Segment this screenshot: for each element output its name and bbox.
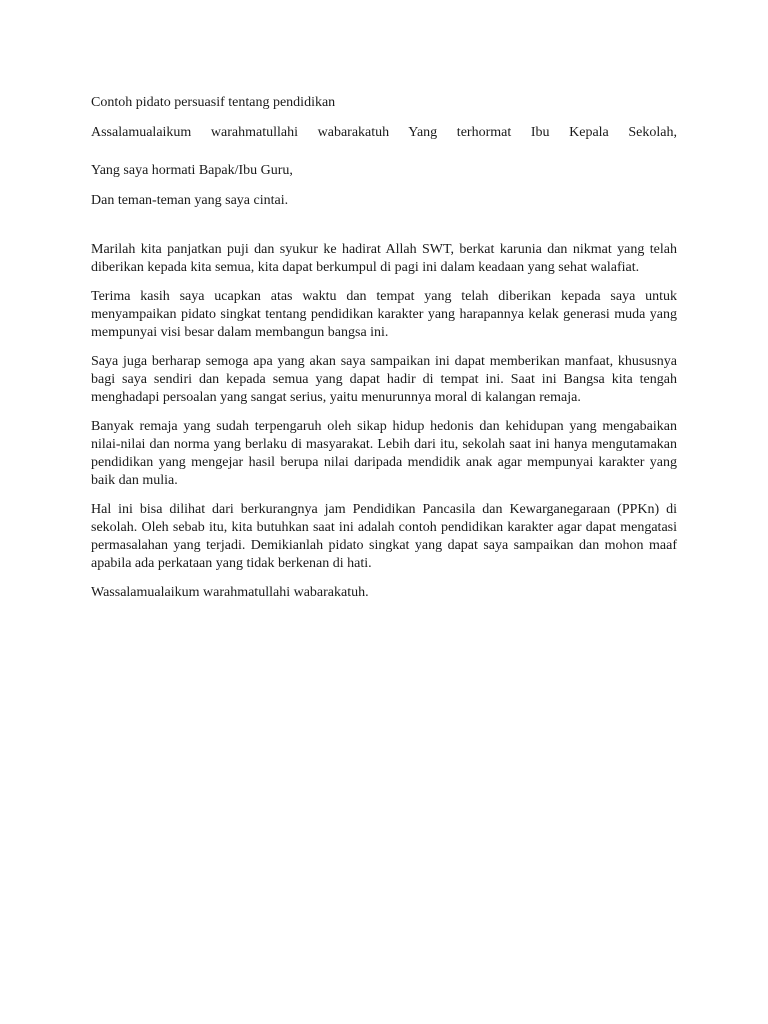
greeting-line-2: Yang saya hormati Bapak/Ibu Guru, xyxy=(91,163,293,178)
body-paragraph-2: Terima kasih saya ucapkan atas waktu dan tempat yang telah diberikan kepada saya untuk menyampaikan pidato singkat tentang pendidikan karakter yang harapannya kelak generasi muda yang mempunyai visi besar dalam membangun bangsa ini. xyxy=(91,289,677,340)
body-paragraph-5: Hal ini bisa dilihat dari berkurangnya jam Pendidikan Pancasila dan Kewarganegaraan (PPKn) di sekolah. Oleh sebab itu, kita butuhkan saat ini adalah contoh pendidikan karakter agar dapat mengatasi permasalahan yang terjadi. Demikianlah pidato singkat yang dapat saya sampaikan dan mohon maaf apabila ada perkataan yang tidak berkenan di hati. xyxy=(91,502,677,571)
closing-line: Wassalamualaikum warahmatullahi wabarakatuh. xyxy=(91,585,369,600)
greeting-line-3: Dan teman-teman yang saya cintai. xyxy=(91,193,289,208)
greeting-line-1: Assalamualaikum warahmatullahi wabarakatuh Yang terhormat Ibu Kepala Sekolah, xyxy=(91,125,677,140)
document-page xyxy=(91,94,677,602)
body-paragraph-4: Banyak remaja yang sudah terpengaruh oleh sikap hidup hedonis dan kehidupan yang mengabaikan nilai-nilai dan norma yang berlaku di masyarakat. Lebih dari itu, sekolah saat ini hanya mengutamakan pendidikan yang mengejar hasil berupa nilai daripada mendidik anak agar mempunyai karakter yang baik dan mulia. xyxy=(91,419,677,488)
document-title: Contoh pidato persuasif tentang pendidikan xyxy=(91,95,336,110)
body-paragraph-3: Saya juga berharap semoga apa yang akan saya sampaikan ini dapat memberikan manfaat, khususnya bagi saya sendiri dan kepada semua yang dapat hadir di tempat ini. Saat ini Bangsa kita tengah menghadapi persoalan yang sangat serius, yaitu menurunnya moral di kalangan remaja. xyxy=(91,354,677,405)
body-paragraph-1: Marilah kita panjatkan puji dan syukur ke hadirat Allah SWT, berkat karunia dan nikmat yang telah diberikan kepada kita semua, kita dapat berkumpul di pagi ini dalam keadaan yang sehat walafiat. xyxy=(91,242,677,275)
